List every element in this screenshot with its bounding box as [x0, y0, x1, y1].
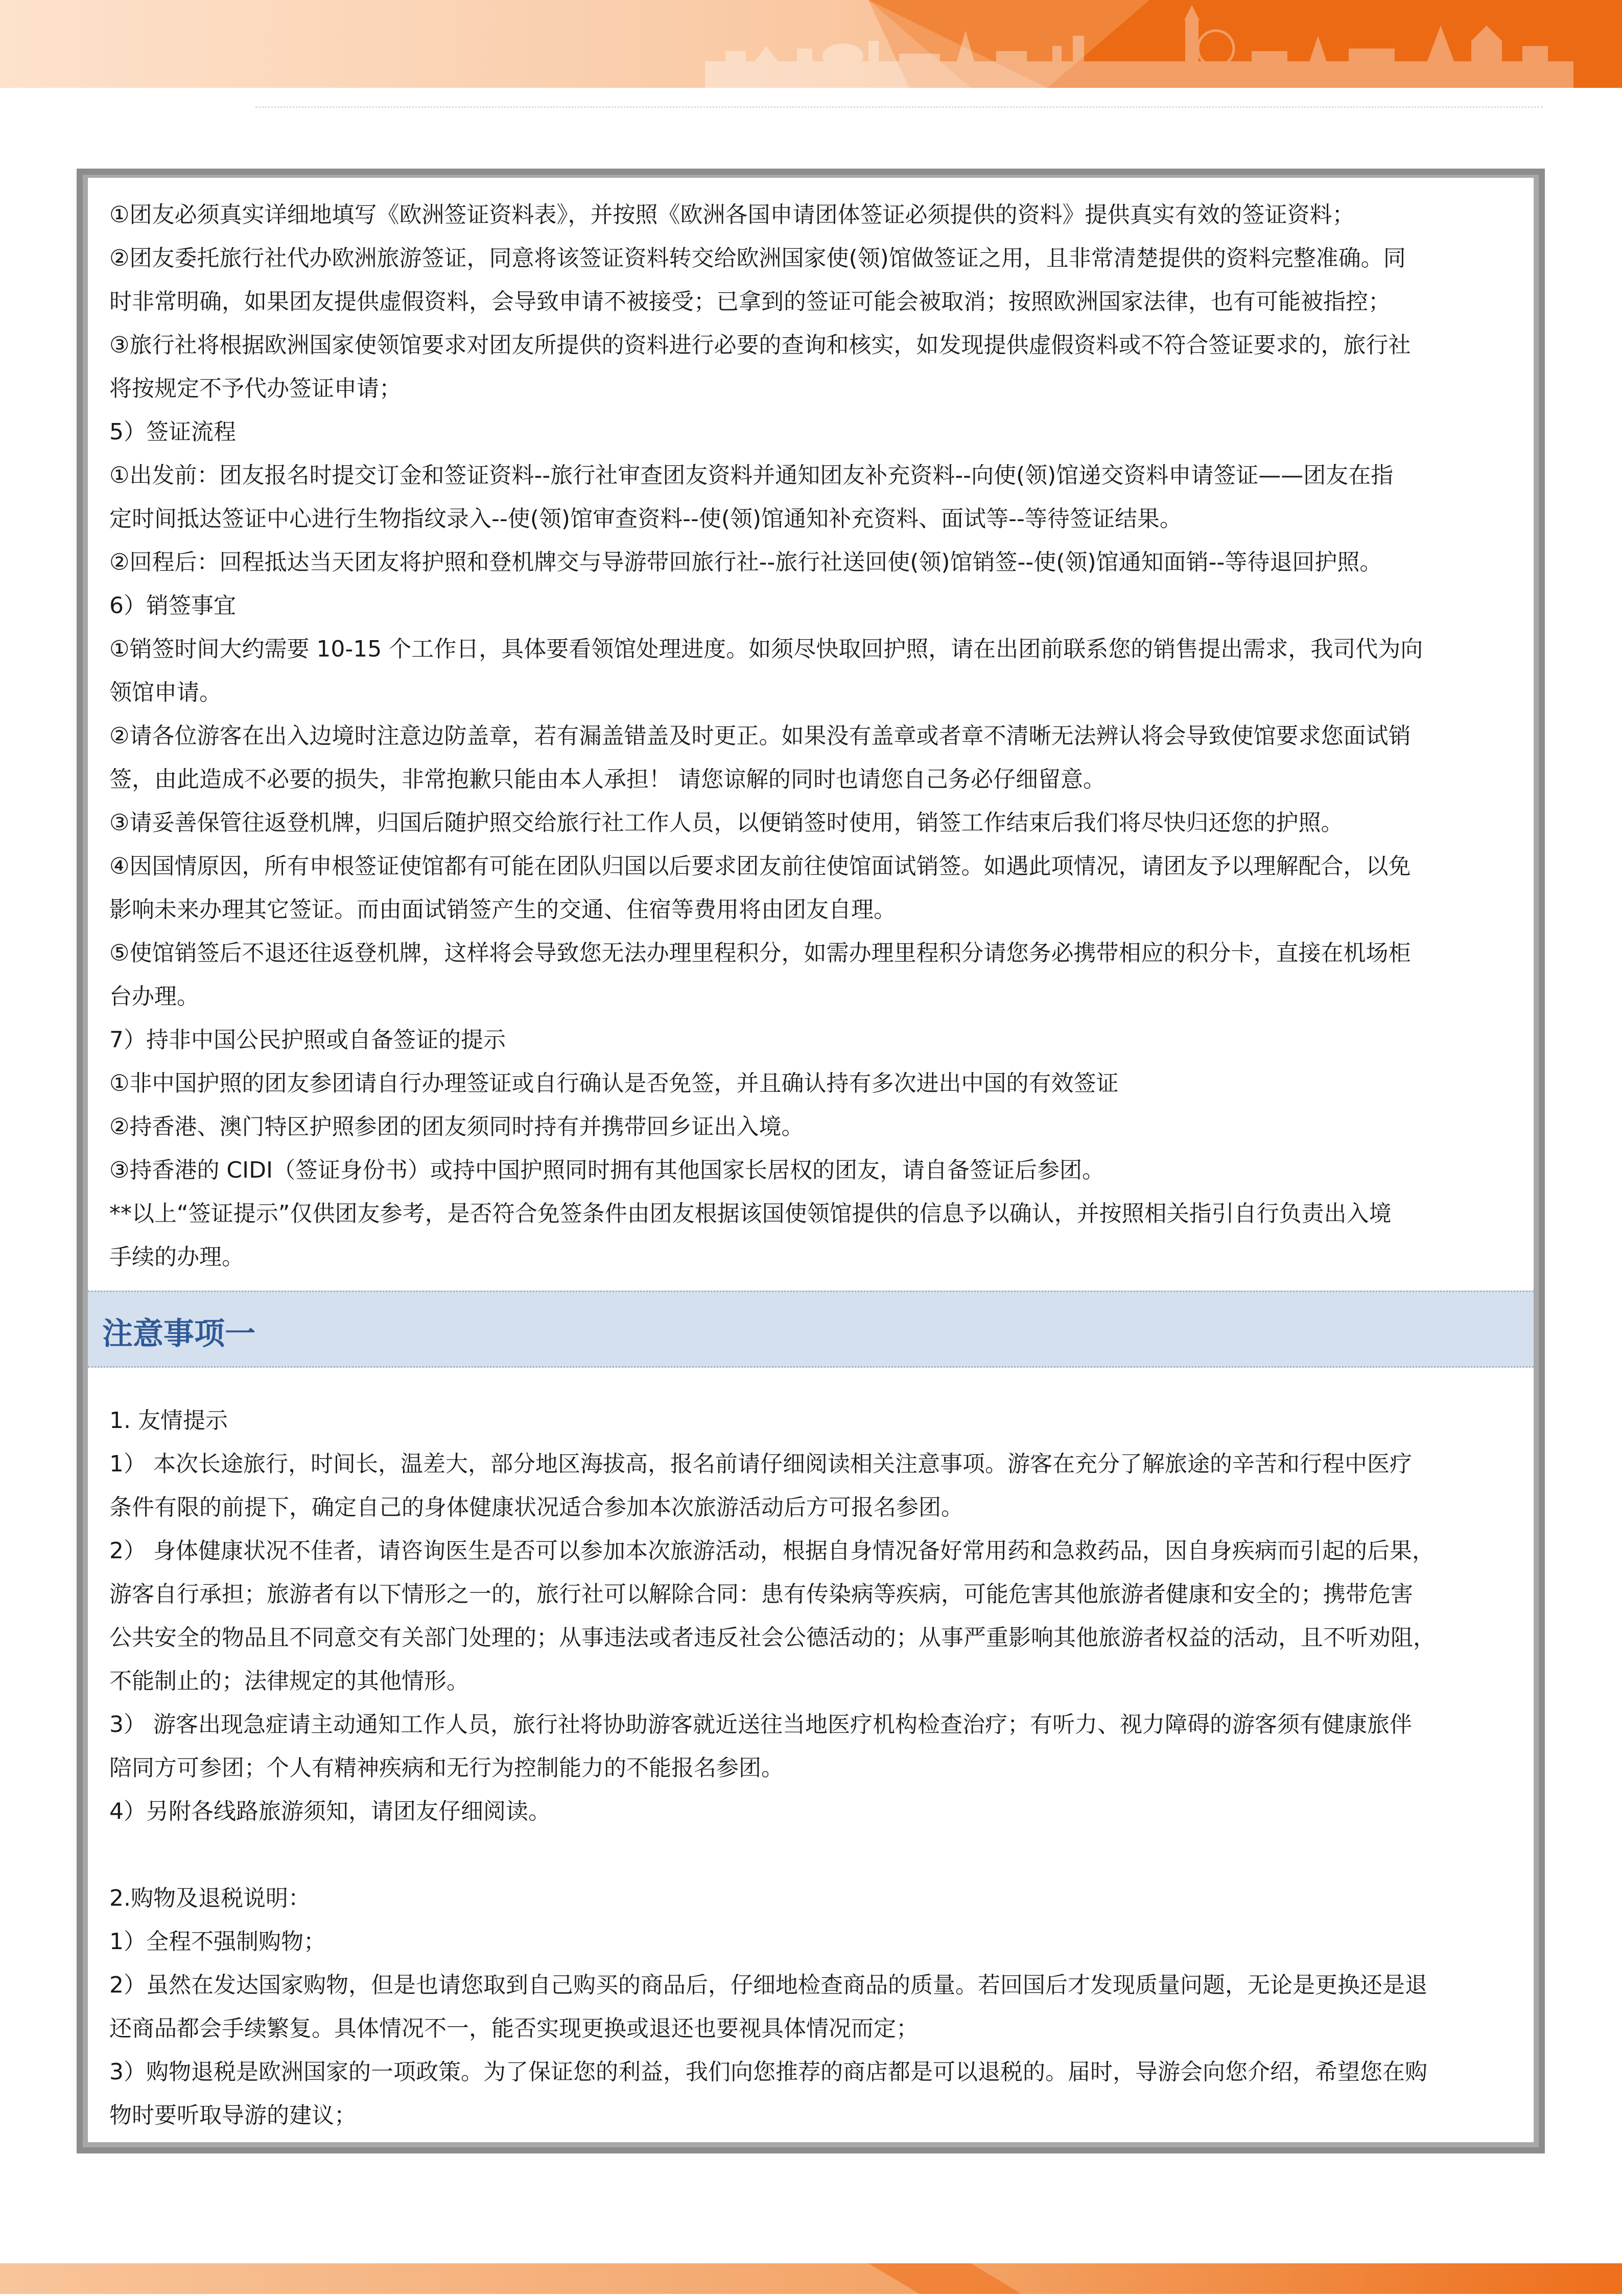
notice-line: 3） 游客出现急症请主动通知工作人员，旅行社将协助游客就近送往当地医疗机构检查治疗；有听力、视力障碍的游客须有健康旅伴: [109, 1712, 1412, 1738]
notice-line: 2）虽然在发达国家购物，但是也请您取到自己购买的商品后，仔细地检查商品的质量。若回国后才发现质量问题，无论是更换还是退: [109, 1972, 1427, 1998]
blank-line: [109, 1833, 1522, 1877]
visa-section: [88, 193, 1534, 1279]
visa-line: ④因国情原因，所有申根签证使馆都有可能在团队归国以后要求团友前往使馆面试销签。如遇此项情况，请团友予以理解配合，以免: [109, 853, 1411, 879]
visa-line: 签，由此造成不必要的损失，非常抱歉只能由本人承担！ 请您谅解的同时也请您自己务必仔细留意。: [109, 766, 1106, 792]
notice-header-bar: [88, 1291, 1534, 1368]
top-banner: [0, 0, 1622, 88]
visa-line: ⑤使馆销签后不退还往返登机牌，这样将会导致您无法办理里程积分，如需办理里程积分请您务必携带相应的积分卡，直接在机场柜: [109, 940, 1411, 966]
visa-line: ①销签时间大约需要 10-15 个工作日，具体要看领馆处理进度。如须尽快取回护照，请在出团前联系您的销售提出需求，我司代为向: [109, 636, 1423, 662]
header-divider: [255, 106, 1543, 108]
visa-line: ②请各位游客在出入边境时注意边防盖章，若有漏盖错盖及时更正。如果没有盖章或者章不清晰无法辨认将会导致使馆要求您面试销: [109, 723, 1411, 749]
notice-line: 物时要听取导游的建议；: [109, 2102, 357, 2128]
notice-line: 2.购物及退税说明：: [109, 1885, 311, 1911]
visa-line: 影响未来办理其它签证。而由面试销签产生的交通、住宿等费用将由团友自理。: [109, 897, 896, 923]
notice-line: 3）购物退税是欧洲国家的一项政策。为了保证您的利益，我们向您推荐的商店都是可以退税的。届时，导游会向您介绍，希望您在购: [109, 2059, 1427, 2085]
notice-line: 还商品都会手续繁复。具体情况不一，能否实现更换或退还也要视具体情况而定；: [109, 2016, 919, 2042]
visa-line: 时非常明确，如果团友提供虚假资料，会导致申请不被接受；已拿到的签证可能会被取消；按照欧洲国家法律，也有可能被指控；: [109, 289, 1391, 315]
notice-section: [88, 1399, 1534, 2137]
notice-line: 条件有限的前提下，确定自己的身体健康状况适合参加本次旅游活动后方可报名参团。: [109, 1494, 963, 1520]
visa-line: 定时间抵达签证中心进行生物指纹录入--使(领)馆审查资料--使(领)馆通知补充资料、面试等--等待签证结果。: [109, 506, 1182, 532]
notice-line: 2） 身体健康状况不佳者，请咨询医生是否可以参加本次旅游活动，根据自身情况备好常用药和急救药品，因自身疾病而引起的后果，: [109, 1538, 1435, 1564]
visa-line: ②回程后：回程抵达当天团友将护照和登机牌交与导游带回旅行社--旅行社送回使(领)馆销签--使(领)馆通知面销--等待退回护照。: [109, 549, 1382, 575]
bottom-banner-graphic: [0, 2263, 1622, 2294]
notice-line: 1）全程不强制购物；: [109, 1929, 326, 1955]
visa-line: 将按规定不予代办签证申请；: [109, 376, 402, 402]
visa-line: ②持香港、澳门特区护照参团的团友须同时持有并携带回乡证出入境。: [109, 1114, 804, 1140]
visa-line: 5）签证流程: [109, 419, 236, 445]
visa-line: ①团友必须真实详细地填写《欧洲签证资料表》，并按照《欧洲各国申请团体签证必须提供的资料》提供真实有效的签证资料；: [109, 202, 1355, 228]
visa-line: ③请妥善保管往返登机牌，归国后随护照交给旅行社工作人员，以便销签时使用，销签工作结束后我们将尽快归还您的护照。: [109, 810, 1344, 836]
notice-line: 游客自行承担；旅游者有以下情形之一的，旅行社可以解除合同：患有传染病等疾病，可能危害其他旅游者健康和安全的；携带危害: [109, 1581, 1413, 1607]
notice-line: 公共安全的物品且不同意交有关部门处理的；从事违法或者违反社会公德活动的；从事严重影响其他旅游者权益的活动，且不听劝阻，: [109, 1625, 1436, 1651]
visa-line: 台办理。: [109, 983, 199, 1010]
notice-line: 1） 本次长途旅行，时间长，温差大，部分地区海拔高，报名前请仔细阅读相关注意事项。游客在充分了解旅途的辛苦和行程中医疗: [109, 1451, 1412, 1477]
content-frame: [77, 169, 1545, 2153]
visa-line: 手续的办理。: [109, 1244, 244, 1270]
visa-line: 领馆申请。: [109, 680, 222, 706]
visa-line: 6）销签事宜: [109, 593, 236, 619]
visa-line: ②团友委托旅行社代办欧洲旅游签证，同意将该签证资料转交给欧洲国家使(领)馆做签证之用，且非常清楚提供的资料完整准确。同: [109, 245, 1406, 271]
visa-line: ③持香港的 CIDI（签证身份书）或持中国护照同时拥有其他国家长居权的团友，请自备签证后参团。: [109, 1157, 1104, 1183]
visa-line: ③旅行社将根据欧洲国家使领馆要求对团友所提供的资料进行必要的查询和核实，如发现提供虚假资料或不符合签证要求的，旅行社: [109, 332, 1411, 358]
bottom-banner: [0, 2263, 1622, 2294]
notice-line: 1. 友情提示: [109, 1408, 228, 1434]
content-panel: [88, 178, 1534, 2142]
visa-line: ①出发前：团友报名时提交订金和签证资料--旅行社审查团友资料并通知团友补充资料--向使(领)馆递交资料申请签证——团友在指: [109, 462, 1394, 488]
visa-line: 7）持非中国公民护照或自备签证的提示: [109, 1027, 506, 1053]
notice-line: 4）另附各线路旅游须知，请团友仔细阅读。: [109, 1798, 551, 1824]
visa-line: **以上“签证提示”仅供团友参考，是否符合免签条件由团友根据该国使领馆提供的信息予以确认，并按照相关指引自行负责出入境: [109, 1201, 1392, 1227]
notice-line: 陪同方可参团；个人有精神疾病和无行为控制能力的不能报名参团。: [109, 1755, 784, 1781]
visa-line: ①非中国护照的团友参团请自行办理签证或自行确认是否免签，并且确认持有多次进出中国的有效签证: [109, 1070, 1119, 1096]
notice-line: 不能制止的；法律规定的其他情形。: [109, 1668, 469, 1694]
banner-graphic: [0, 0, 1622, 88]
notice-title: 注意事项一: [102, 1316, 255, 1352]
